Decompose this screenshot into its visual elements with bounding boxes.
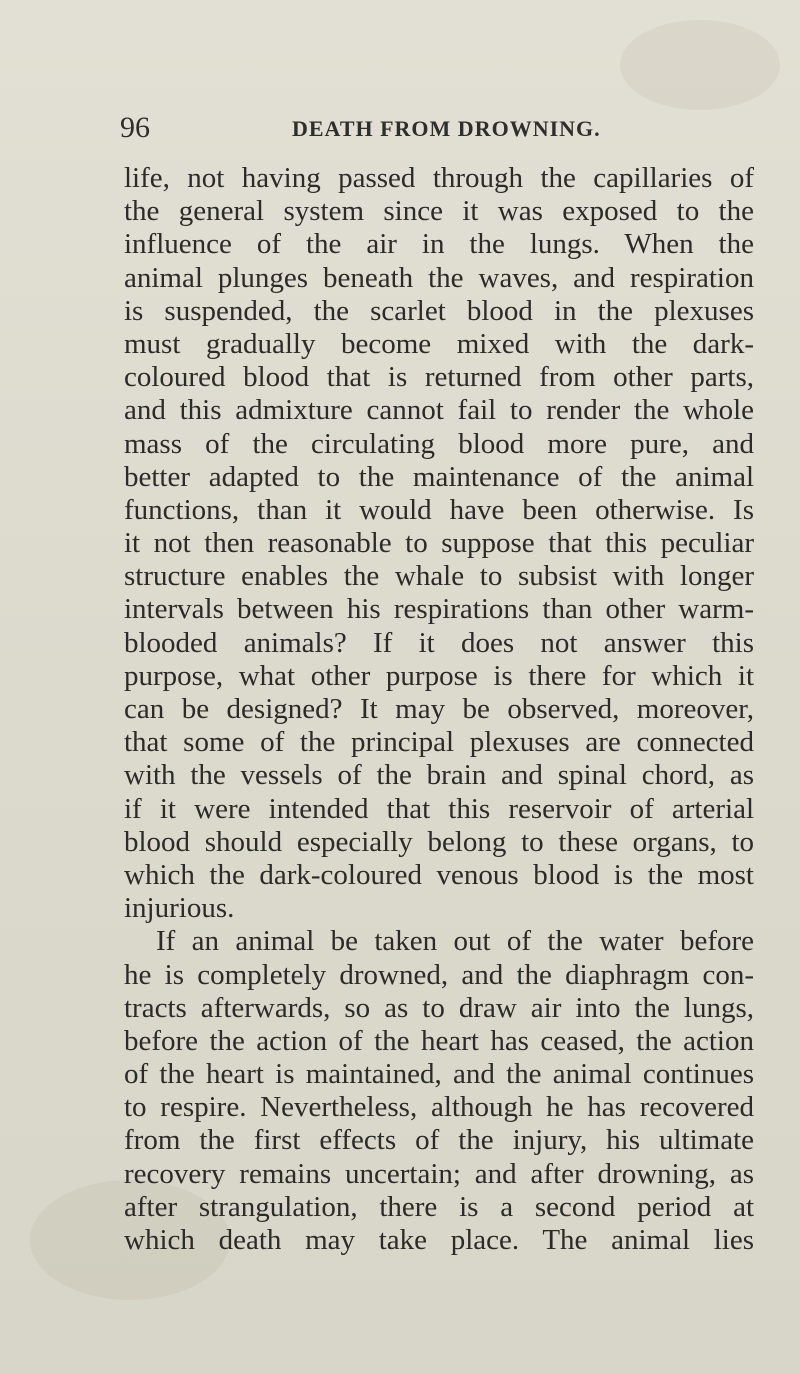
text-line: to respire. Nevertheless, although he has recovered xyxy=(124,1091,754,1124)
text-line: animal plunges beneath the waves, and respiration xyxy=(124,261,754,294)
text-line: he is completely drowned, and the diaphragm con- xyxy=(124,958,754,991)
page-number: 96 xyxy=(120,111,150,144)
text-line: is suspended, the scarlet blood in the plexuses xyxy=(124,294,754,327)
running-head xyxy=(120,108,740,148)
text-line: which the dark-coloured venous blood is the most xyxy=(124,858,754,891)
text-line: better adapted to the maintenance of the animal xyxy=(124,460,754,493)
text-line: influence of the air in the lungs. When the xyxy=(124,228,754,261)
text-line: intervals between his respirations than other warm- xyxy=(124,593,754,626)
text-line: blooded animals? If it does not answer this xyxy=(124,626,754,659)
text-line: it not then reasonable to suppose that this peculiar xyxy=(124,527,754,560)
body-text xyxy=(124,162,754,1257)
paper-stain xyxy=(620,20,780,110)
text-line: purpose, what other purpose is there for which it xyxy=(124,659,754,692)
text-line: recovery remains uncertain; and after drowning, as xyxy=(124,1157,754,1190)
text-line: structure enables the whale to subsist with longer xyxy=(124,560,754,593)
text-line: functions, than it would have been otherwise. Is xyxy=(124,493,754,526)
text-line: if it were intended that this reservoir of arterial xyxy=(124,792,754,825)
text-line: after strangulation, there is a second period at xyxy=(124,1190,754,1223)
text-line: the general system since it was exposed to the xyxy=(124,195,754,228)
text-line: coloured blood that is returned from other parts, xyxy=(124,361,754,394)
text-line: before the action of the heart has ceased, the action xyxy=(124,1024,754,1057)
text-line: blood should especially belong to these organs, to xyxy=(124,825,754,858)
text-line: tracts afterwards, so as to draw air into the lungs, xyxy=(124,991,754,1024)
text-line: which death may take place. The animal lies xyxy=(124,1224,754,1256)
text-line: of the heart is maintained, and the animal continues xyxy=(124,1058,754,1091)
text-line: life, not having passed through the capillaries of xyxy=(124,162,754,194)
text-line: must gradually become mixed with the dark- xyxy=(124,327,754,360)
text-line: and this admixture cannot fail to render the whole xyxy=(124,394,754,427)
text-line: can be designed? It may be observed, moreover, xyxy=(124,693,754,725)
text-line: from the first effects of the injury, his ultimate xyxy=(124,1124,754,1157)
text-line: that some of the principal plexuses are connected xyxy=(124,726,754,759)
text-line: mass of the circulating blood more pure, and xyxy=(124,427,754,460)
text-line: If an animal be taken out of the water before xyxy=(156,925,754,958)
text-line: with the vessels of the brain and spinal chord, as xyxy=(124,759,754,792)
text-line: injurious. xyxy=(124,892,235,925)
running-title: DEATH FROM DROWNING. xyxy=(292,116,601,141)
